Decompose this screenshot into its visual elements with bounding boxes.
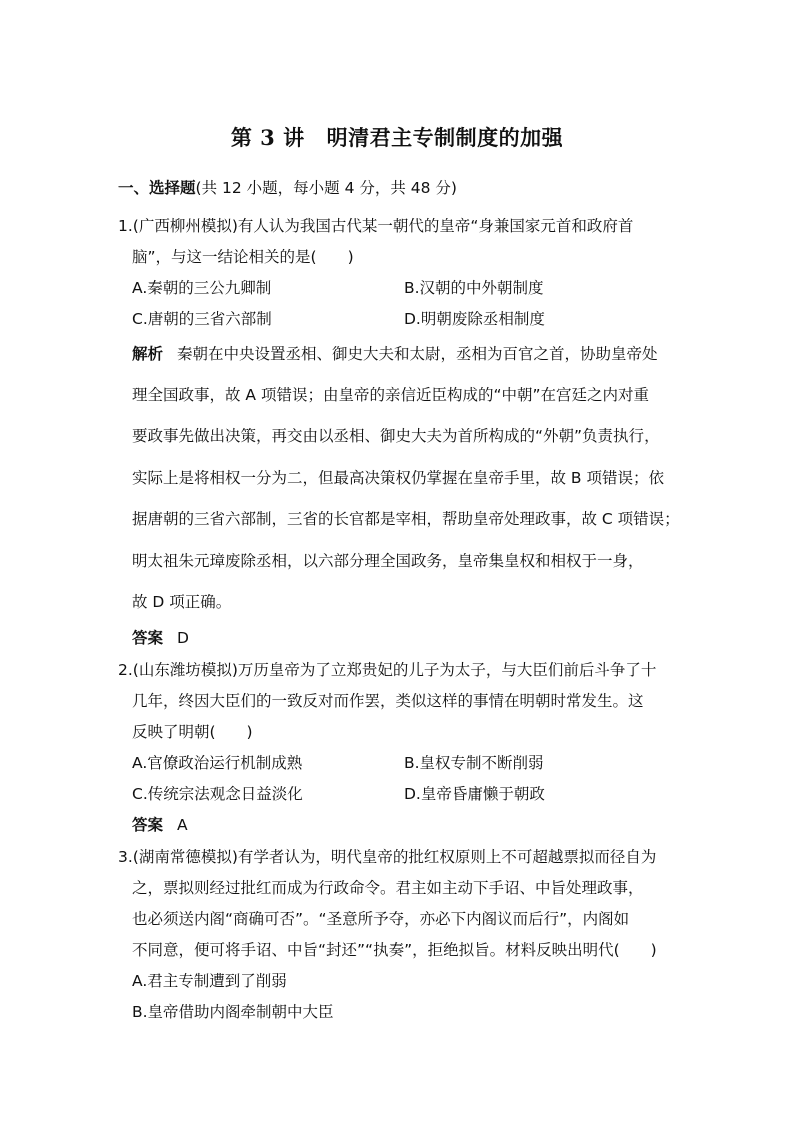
answer-label: 答案: [132, 629, 164, 647]
page-title: [0, 122, 794, 152]
question-2-option-b: B.皇权专制不断削弱: [404, 754, 544, 772]
question-1-answer: [132, 628, 189, 648]
section-heading: [118, 178, 457, 198]
lesson-topic: 明清君主专制制度的加强: [326, 125, 564, 150]
answer-value: A: [177, 816, 188, 834]
question-1-stem-line-2: 脑”，与这一结论相关的是( ): [132, 248, 354, 266]
question-1-analysis-line-2: 理全国政事，故 A 项错误；由皇帝的亲信近臣构成的“中朝”在宫廷之内对重: [132, 386, 650, 404]
answer-value: D: [177, 629, 189, 647]
question-1-analysis-line-1: [132, 344, 658, 364]
question-1-option-b: B.汉朝的中外朝制度: [404, 279, 544, 297]
question-1-analysis-line-7: 故 D 项正确。: [132, 593, 232, 611]
answer-label: 答案: [132, 816, 164, 834]
question-1-option-c: C.唐朝的三省六部制: [132, 310, 272, 328]
question-1-analysis-line-4: 实际上是将相权一分为二，但最高决策权仍掌握在皇帝手里，故 B 项错误；依: [132, 469, 664, 487]
question-2-option-d: D.皇帝昏庸懒于朝政: [404, 785, 545, 803]
question-1-analysis-line-5: 据唐朝的三省六部制，三省的长官都是宰相，帮助皇帝处理政事，故 C 项错误；: [132, 510, 680, 528]
question-3-stem-line-3: 也必须送内阁“商确可否”。“圣意所予夺，亦必下内阁议而后行”，内阁如: [132, 910, 630, 928]
analysis-label: 解析: [132, 345, 164, 363]
question-2-stem-line-1: 2.(山东潍坊模拟)万历皇帝为了立郑贵妃的儿子为太子，与大臣们前后斗争了十: [118, 661, 657, 679]
question-2-answer: [132, 815, 188, 835]
question-3-stem-line-2: 之，票拟则经过批红而成为行政命令。君主如主动下手诏、中旨处理政事，: [132, 879, 644, 897]
question-2-option-c: C.传统宗法观念日益淡化: [132, 785, 303, 803]
question-1-option-a: A.秦朝的三公九卿制: [132, 279, 272, 297]
question-1-analysis-line-3: 要政事先做出决策，再交由以丞相、御史大夫为首所构成的“外朝”负责执行，: [132, 427, 660, 445]
question-3-stem-line-1: 3.(湖南常德模拟)有学者认为，明代皇帝的批红权原则上不可超越票拟而径自为: [118, 848, 657, 866]
question-2-stem-line-2: 几年，终因大臣们的一致反对而作罢，类似这样的事情在明朝时常发生。这: [132, 692, 644, 710]
section-detail: (共 12 小题，每小题 4 分，共 48 分): [195, 179, 457, 197]
question-2-option-a: A.官僚政治运行机制成熟: [132, 754, 303, 772]
question-3-option-b: B.皇帝借助内阁牵制朝中大臣: [132, 1003, 334, 1021]
question-1-option-d: D.明朝废除丞相制度: [404, 310, 545, 328]
question-1-analysis-line-6: 明太祖朱元璋废除丞相，以六部分理全国政务，皇帝集皇权和相权于一身，: [132, 552, 644, 570]
question-2-stem-line-3: 反映了明朝( ): [132, 723, 253, 741]
lesson-number: 第 3 讲: [230, 125, 305, 150]
section-title: 一、选择题: [118, 179, 196, 197]
question-1-stem-line-1: 1.(广西柳州模拟)有人认为我国古代某一朝代的皇帝“身兼国家元首和政府首: [118, 217, 634, 235]
question-3-option-a: A.君主专制遭到了削弱: [132, 972, 287, 990]
analysis-text: 秦朝在中央设置丞相、御史大夫和太尉，丞相为百官之首，协助皇帝处: [177, 345, 658, 363]
question-3-stem-line-4: 不同意，便可将手诏、中旨“封还”“执奏”，拒绝拟旨。材料反映出明代( ): [132, 941, 657, 959]
